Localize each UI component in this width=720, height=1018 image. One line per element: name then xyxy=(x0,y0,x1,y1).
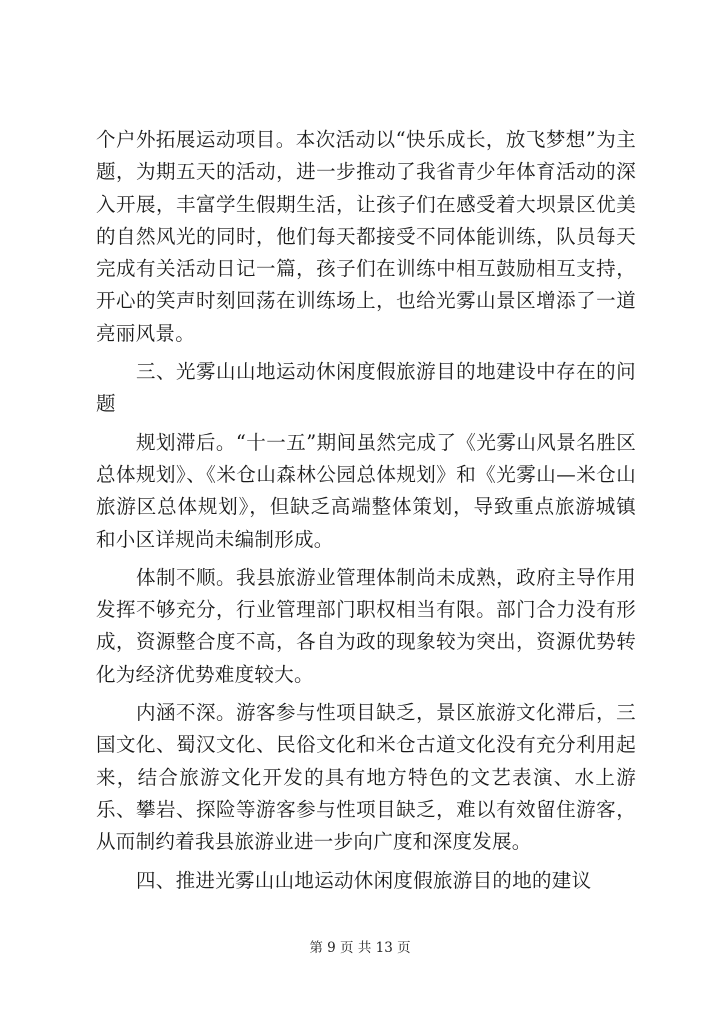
section-heading-problems: 三、光雾山山地运动休闲度假旅游目的地建设中存在的问题 xyxy=(96,360,636,416)
paragraph-system-issues: 体制不顺。我县旅游业管理体制尚未成熟，政府主导作用发挥不够充分，行业管理部门职权相当有限。部门合力没有形成，资源整合度不高，各自为政的现象较为突出，资源优势转化为经济优势难度较大。 xyxy=(96,565,636,686)
paragraph-planning-lag: 规划滞后。“十一五”期间虽然完成了《光雾山风景名胜区总体规划》、《米仓山森林公园总体规划》和《光雾山—米仓山旅游区总体规划》，但缺乏高端整体策划，导致重点旅游城镇和小区详规尚未编制形成。 xyxy=(96,430,636,551)
paragraph-shallow-content: 内涵不深。游客参与性项目缺乏，景区旅游文化滞后，三国文化、蜀汉文化、民俗文化和米仓古道文化没有充分利用起来，结合旅游文化开发的具有地方特色的文艺表演、水上游乐、攀岩、探险等游客参与性项目缺乏，难以有效留住游客，从而制约着我县旅游业进一步向广度和深度发展。 xyxy=(96,701,636,854)
page-number-footer: 第 9 页 共 13 页 xyxy=(309,940,411,956)
section-heading-suggestions: 四、推进光雾山山地运动休闲度假旅游目的地的建议 xyxy=(136,868,592,892)
paragraph-activity-summary: 个户外拓展运动项目。本次活动以“快乐成长，放飞梦想”为主题，为期五天的活动，进一步推动了我省青少年体育活动的深入开展，丰富学生假期生活，让孩子们在感受着大坝景区优美的自然风光的同时，他们每天都接受不同体能训练，队员每天完成有关活动日记一篇，孩子们在训练中相互鼓励相互支持，开心的笑声时刻回荡在训练场上，也给光雾山景区增添了一道亮丽风景。 xyxy=(96,128,636,345)
document-body xyxy=(96,124,636,897)
